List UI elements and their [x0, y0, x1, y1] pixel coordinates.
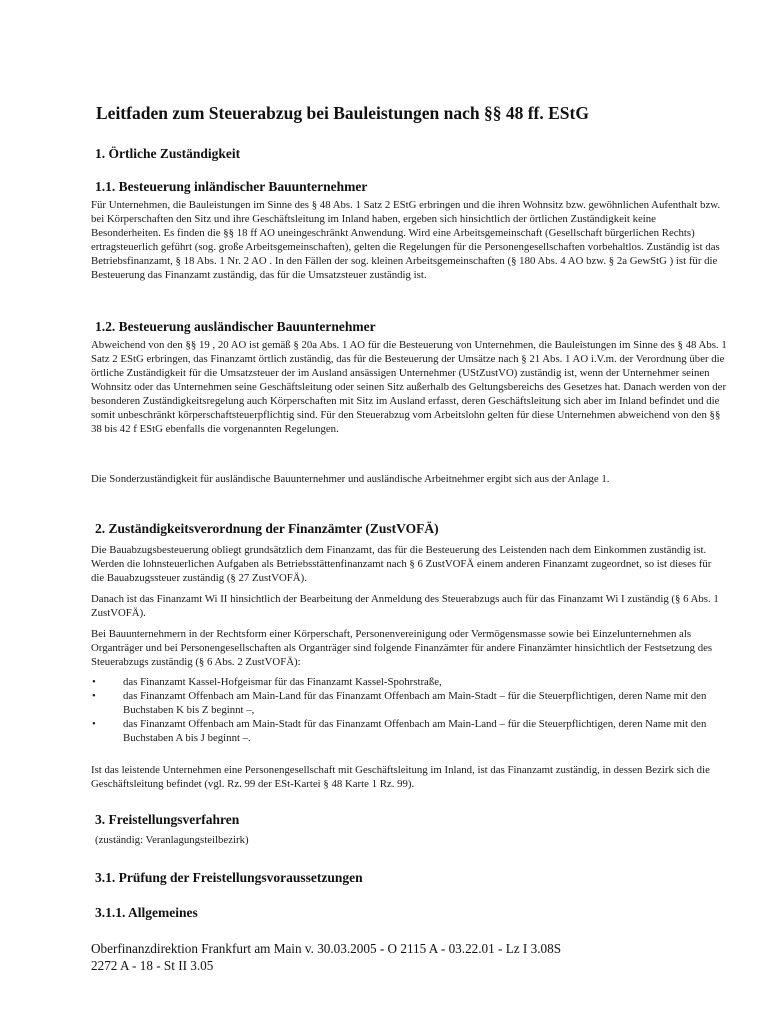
bullet-icon: • — [92, 718, 96, 730]
bullet-icon: • — [92, 690, 96, 702]
section-3-1-heading: 3.1. Prüfung der Freistellungsvoraussetzungen — [95, 870, 363, 885]
footer-line-1: Oberfinanzdirektion Frankfurt am Main v. 30.03.2005 - O 2115 A - 03.22.01 - Lz I 3.08S — [91, 941, 562, 956]
list-item-text: das Finanzamt Kassel-Hofgeismar für das Finanzamt Kassel-Spohrstraße, — [123, 676, 442, 688]
section-1-1-heading: 1.1. Besteuerung inländischer Bauunternehmer — [95, 179, 368, 194]
section-2-heading: 2. Zuständigkeitsverordnung der Finanzämter (ZustVOFÄ) — [95, 521, 439, 536]
section-1-heading: 1. Örtliche Zuständigkeit — [95, 146, 241, 161]
section-2-paragraph-2: Danach ist das Finanzamt Wi II hinsichtlich der Bearbeitung der Anmeldung des Steuerabzugs auch für das Finanzamt Wi I zuständig (§ 6 Abs. 1 ZustVOFÄ). — [91, 593, 719, 619]
list-item-text: das Finanzamt Offenbach am Main-Land für das Finanzamt Offenbach am Main-Stadt – für die Steuerpflichtigen, deren Name mit den Buchstaben K bis Z beginnt –, — [123, 690, 707, 716]
section-2-paragraph-4: Ist das leistende Unternehmen eine Personengesellschaft mit Geschäftsleitung im Inland, ist das Finanzamt zuständig, in dessen Bezirk sich die Geschäftsleitung befindet (vgl. Rz. 99 der ESt-Kartei § 48 Karte 1 Rz. 99). — [91, 764, 710, 790]
section-3-heading: 3. Freistellungsverfahren — [95, 812, 240, 827]
list-item — [91, 689, 727, 717]
section-3-note: (zuständig: Veranlagungsteilbezirk) — [95, 834, 249, 846]
bullet-icon: • — [92, 676, 96, 688]
list-item — [91, 675, 727, 689]
document-title: Leitfaden zum Steuerabzug bei Bauleistungen nach §§ 48 ff. EStG — [96, 103, 589, 123]
finanzamt-list — [91, 675, 727, 745]
section-1-2-text: Abweichend von den §§ 19 , 20 AO ist gemäß § 20a Abs. 1 AO für die Besteuerung von Unternehmen, die Bauleistungen im Sinne des § 48 Abs. 1 Satz 2 EStG erbringen, das Finanzamt örtlich zuständig, das für die Besteuerung der Umsätze nach § 21 Abs. 1 AO i.V.m. der Verordnung über die örtliche Zuständigkeit für die Umsatzsteuer der im Ausland ansässigen Unternehmer (UStZustVO) zuständig ist, wenn der Unternehmer seinen Wohnsitz oder das Unternehmen seine Geschäftsleitung oder seinen Sitz außerhalb des Geltungsbereichs des Gesetzes hat. Danach werden von der besonderen Zuständigkeitsregelung auch Körperschaften mit Sitz im Ausland erfasst, deren Geschäftsleitung sich aber im Inland befindet und die somit unbeschränkt körperschaftsteuerpflichtig sind. Für den Steuerabzug vom Arbeitslohn gelten für diese Unternehmen abweichend von den §§ 38 bis 42 f EStG ebenfalls die vorgenannten Regelungen. — [91, 339, 727, 435]
footer-line-2: 2272 A - 18 - St II 3.05 — [91, 958, 214, 973]
section-3-1-1-heading: 3.1.1. Allgemeines — [95, 905, 198, 920]
section-1-2-text-2: Die Sonderzuständigkeit für ausländische Bauunternehmer und ausländische Arbeitnehmer ergibt sich aus der Anlage 1. — [91, 473, 610, 485]
section-1-2-heading: 1.2. Besteuerung ausländischer Bauunternehmer — [95, 319, 376, 334]
section-2-paragraph-1: Die Bauabzugsbesteuerung obliegt grundsätzlich dem Finanzamt, das für die Besteuerung des Leistenden nach dem Einkommen zuständig ist. Werden die lohnsteuerlichen Aufgaben als Betriebsstättenfinanzamt nach § 6 ZustVOFÄ einem anderen Finanzamt zugeordnet, so ist dieses für die Bauabzugssteuer zuständig (§ 27 ZustVOFÄ). — [91, 544, 712, 584]
list-item — [91, 717, 727, 745]
section-2-paragraph-3: Bei Bauunternehmern in der Rechtsform einer Körperschaft, Personenvereinigung oder Vermögensmasse sowie bei Einzelunternehmen als Organträger und bei Personengesellschaften als Organträger sind folgende Finanzämter für andere Finanzämter hinsichtlich der Festsetzung des Steuerabzugs zuständig (§ 6 Abs. 2 ZustVOFÄ): — [91, 628, 713, 668]
section-1-1-text: Für Unternehmen, die Bauleistungen im Sinne des § 48 Abs. 1 Satz 2 EStG erbringen und die ihren Wohnsitz bzw. gewöhnlichen Aufenthalt bzw. bei Körperschaften den Sitz und ihre Geschäftsleitung im Inland haben, ergeben sich hinsichtlich der örtlichen Zuständigkeit keine Besonderheiten. Es finden die §§ 18 ff AO uneingeschränkt Anwendung. Wird eine Arbeitsgemeinschaft (Gesellschaft bürgerlichen Rechts) ertragsteuerlich geführt (sog. große Arbeitsgemeinschaften), gelten die Regelungen für die Personengesellschaften vorbehaltlos. Zuständig ist das Betriebsfinanzamt, § 18 Abs. 1 Nr. 2 AO . In den Fällen der sog. kleinen Arbeitsgemeinschaften (§ 180 Abs. 4 AO bzw. § 2a GewStG ) ist für die Besteuerung das Finanzamt zuständig, das für die Umsatzsteuer zuständig ist. — [91, 199, 721, 281]
list-item-text: das Finanzamt Offenbach am Main-Stadt für das Finanzamt Offenbach am Main-Land – für die Steuerpflichtigen, deren Name mit den Buchstaben A bis J beginnt –. — [123, 718, 707, 744]
document-footer — [91, 940, 561, 974]
